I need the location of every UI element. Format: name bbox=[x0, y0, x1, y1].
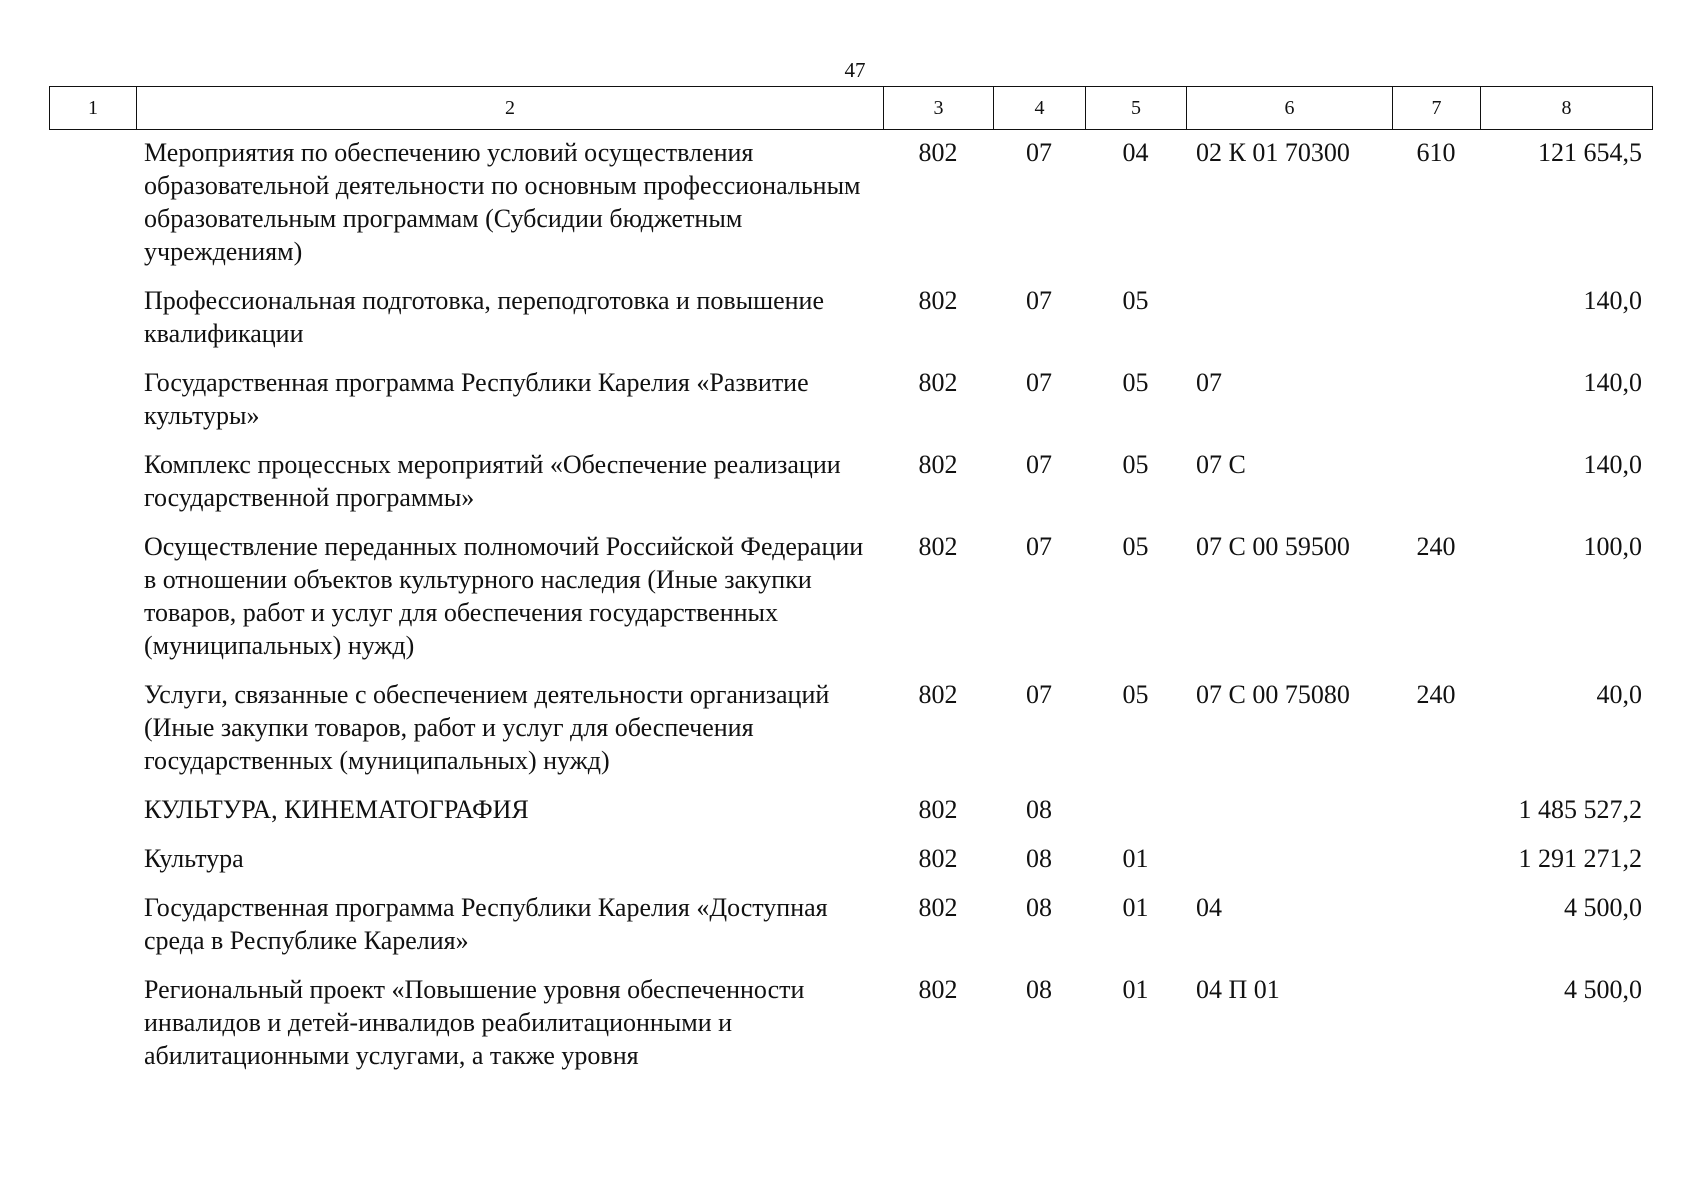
department-code: 802 bbox=[918, 532, 958, 561]
header-cell: 8 bbox=[1481, 87, 1653, 130]
subsection-code: 05 bbox=[1122, 286, 1149, 315]
target-article-code: 04 bbox=[1196, 893, 1222, 922]
expense-name: Услуги, связанные с обеспечением деятельности организаций (Иные закупки товаров, работ и услуг для обеспечения государственных (муниципальных) нужд) bbox=[144, 680, 830, 775]
expense-name: Региональный проект «Повышение уровня обеспеченности инвалидов и детей-инвалидов реабилитационными и абилитационными услугами, а также уровня bbox=[144, 975, 805, 1070]
expense-type-code bbox=[1392, 366, 1480, 448]
department-code: 802 bbox=[918, 138, 958, 167]
table-row bbox=[49, 678, 1652, 793]
header-cell: 1 bbox=[50, 87, 137, 130]
amount: 1 291 271,2 bbox=[1518, 844, 1642, 873]
section-code: 08 bbox=[1026, 975, 1052, 1004]
amount: 40,0 bbox=[1596, 680, 1642, 709]
department-code: 802 bbox=[918, 844, 958, 873]
header-cell: 2 bbox=[137, 87, 884, 130]
table-row bbox=[49, 973, 1652, 1088]
expense-type-code bbox=[1392, 793, 1480, 842]
amount: 121 654,5 bbox=[1538, 138, 1642, 167]
subsection-code: 05 bbox=[1122, 680, 1149, 709]
section-code: 07 bbox=[1026, 532, 1052, 561]
expense-type-code bbox=[1392, 891, 1480, 973]
expense-type-code: 240 bbox=[1416, 532, 1456, 561]
target-article-code: 07 bbox=[1196, 368, 1222, 397]
target-article-code: 07 С 00 75080 bbox=[1196, 680, 1350, 709]
subsection-code: 01 bbox=[1122, 975, 1149, 1004]
header-cell: 4 bbox=[994, 87, 1086, 130]
header-cell: 7 bbox=[1393, 87, 1481, 130]
expense-name: Культура bbox=[144, 844, 244, 873]
expense-name: Осуществление переданных полномочий Российской Федерации в отношении объектов культурного наследия (Иные закупки товаров, работ и услуг для обеспечения государственных (муниципальных) нужд) bbox=[144, 532, 864, 660]
department-code: 802 bbox=[918, 893, 958, 922]
subsection-code: 01 bbox=[1122, 844, 1149, 873]
expense-type-code bbox=[1392, 842, 1480, 891]
section-code: 07 bbox=[1026, 286, 1052, 315]
table-row bbox=[49, 530, 1652, 678]
section-code: 07 bbox=[1026, 368, 1052, 397]
target-article-code: 07 С 00 59500 bbox=[1196, 532, 1350, 561]
table-row bbox=[49, 891, 1652, 973]
section-code: 07 bbox=[1026, 680, 1052, 709]
department-code: 802 bbox=[918, 975, 958, 1004]
department-code: 802 bbox=[918, 680, 958, 709]
table-row bbox=[49, 366, 1652, 448]
column-number-header bbox=[49, 86, 1653, 130]
table-row bbox=[49, 136, 1652, 284]
target-article-code: 02 К 01 70300 bbox=[1196, 138, 1350, 167]
table-row bbox=[49, 842, 1652, 891]
amount: 140,0 bbox=[1583, 286, 1642, 315]
expense-type-code bbox=[1392, 284, 1480, 366]
expense-type-code bbox=[1392, 448, 1480, 530]
amount: 140,0 bbox=[1583, 368, 1642, 397]
expense-type-code: 240 bbox=[1416, 680, 1456, 709]
table-row bbox=[49, 284, 1652, 366]
header-cell: 6 bbox=[1187, 87, 1393, 130]
header-cell: 3 bbox=[884, 87, 994, 130]
page-number: 47 bbox=[844, 58, 866, 82]
subsection-code bbox=[1085, 793, 1186, 842]
department-code: 802 bbox=[918, 368, 958, 397]
amount: 1 485 527,2 bbox=[1518, 795, 1642, 824]
target-article-code bbox=[1186, 284, 1392, 366]
section-code: 08 bbox=[1026, 844, 1052, 873]
subsection-code: 01 bbox=[1122, 893, 1149, 922]
target-article-code bbox=[1186, 842, 1392, 891]
expense-type-code: 610 bbox=[1416, 138, 1456, 167]
header-cell: 5 bbox=[1086, 87, 1187, 130]
amount: 140,0 bbox=[1583, 450, 1642, 479]
subsection-code: 05 bbox=[1122, 450, 1149, 479]
budget-table bbox=[49, 136, 1652, 1088]
department-code: 802 bbox=[918, 286, 958, 315]
target-article-code: 07 С bbox=[1196, 450, 1246, 479]
target-article-code: 04 П 01 bbox=[1196, 975, 1280, 1004]
section-code: 08 bbox=[1026, 795, 1052, 824]
department-code: 802 bbox=[918, 795, 958, 824]
header-row bbox=[50, 87, 1653, 130]
section-code: 07 bbox=[1026, 450, 1052, 479]
section-code: 07 bbox=[1026, 138, 1052, 167]
expense-name: Профессиональная подготовка, переподготовка и повышение квалификации bbox=[144, 286, 825, 348]
table-row bbox=[49, 793, 1652, 842]
target-article-code bbox=[1186, 793, 1392, 842]
expense-name: Государственная программа Республики Карелия «Доступная среда в Республике Карелия» bbox=[144, 893, 828, 955]
expense-name: Комплекс процессных мероприятий «Обеспечение реализации государственной программы» bbox=[144, 450, 841, 512]
department-code: 802 bbox=[918, 450, 958, 479]
subsection-code: 05 bbox=[1122, 532, 1149, 561]
subsection-code: 05 bbox=[1122, 368, 1149, 397]
expense-name: Мероприятия по обеспечению условий осуществления образовательной деятельности по основным профессиональным образовательным программам (Субсидии бюджетным учреждениям) bbox=[144, 138, 861, 266]
expense-name: КУЛЬТУРА, КИНЕМАТОГРАФИЯ bbox=[144, 795, 529, 824]
table-row bbox=[49, 448, 1652, 530]
amount: 100,0 bbox=[1583, 532, 1642, 561]
expense-type-code bbox=[1392, 973, 1480, 1088]
section-code: 08 bbox=[1026, 893, 1052, 922]
expense-name: Государственная программа Республики Карелия «Развитие культуры» bbox=[144, 368, 809, 430]
subsection-code: 04 bbox=[1122, 138, 1149, 167]
amount: 4 500,0 bbox=[1564, 893, 1642, 922]
amount: 4 500,0 bbox=[1564, 975, 1642, 1004]
